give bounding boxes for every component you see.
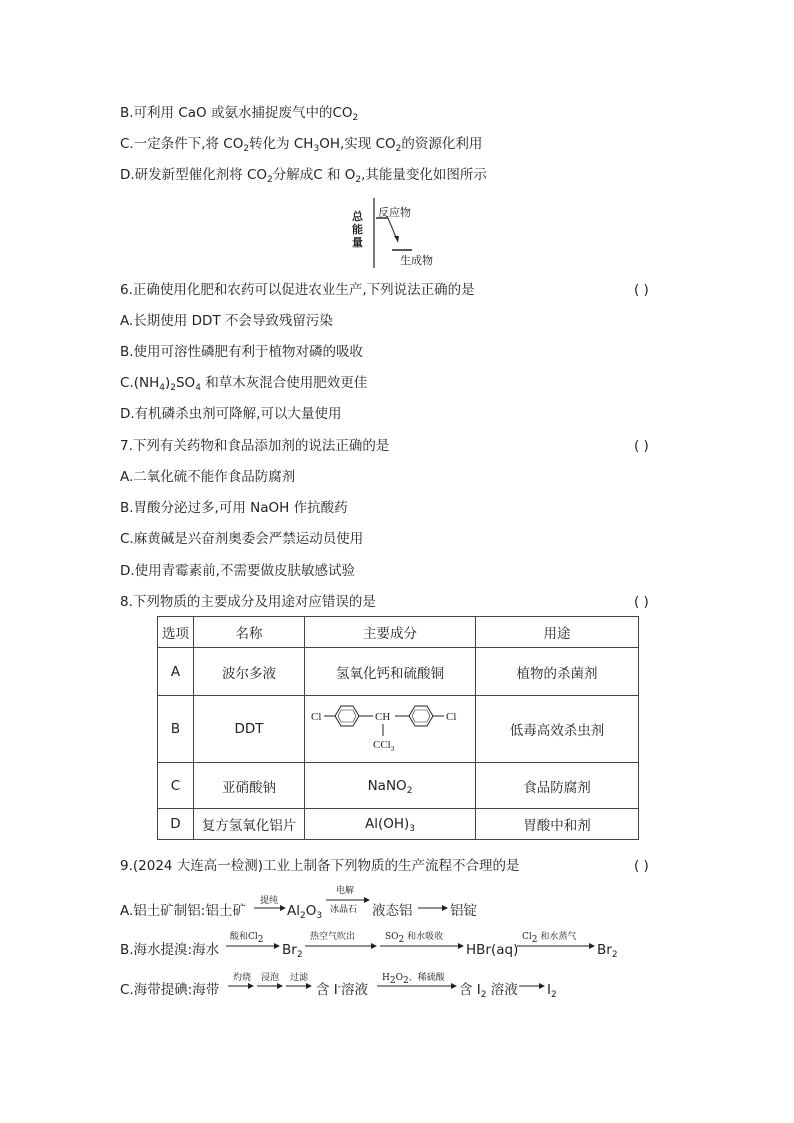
flow-b-arrow4-label: $Cl_2$ 和水蒸气 (522, 932, 577, 945)
flow-b-product1: $Br_2$ (282, 942, 303, 960)
name-cell: 亚硝酸钠 (194, 763, 305, 809)
flow-b-arrow2-label: 热空气吹出 (310, 932, 356, 942)
question-7-stem: 7.下列有关药物和食品添加剂的说法正确的是 (120, 438, 390, 454)
benzene-ring-right (409, 706, 433, 726)
benzene-ring-left (335, 706, 359, 726)
flow-b-product3: $Br_2$ (597, 942, 618, 960)
use-cell: 胃酸中和剂 (476, 809, 639, 840)
flow-b-product2: HBr(aq) (466, 942, 519, 958)
product-label: 生成物 (400, 254, 433, 267)
flow-c-product3: $I_2$ (547, 982, 557, 1000)
flow-a-product3: 铝锭 (450, 903, 477, 919)
energy-diagram (352, 196, 472, 270)
question-9-stem: 9.(2024 大连高一检测)工业上制备下列物质的生产流程不合理的是 (120, 858, 520, 874)
use-cell: 低毒高效杀虫剂 (476, 696, 639, 763)
flow-b-arrow3-label: $SO_2$ 和水吸收 (385, 932, 444, 945)
flow-a-arrow3 (418, 904, 448, 912)
flow-c-arrow1-label: 灼烧 (233, 973, 252, 983)
header-cell: 名称 (194, 617, 305, 648)
ddt-right-cl: Cl (446, 711, 457, 723)
flow-c-product2: 含 $I_2$ 溶液 (459, 982, 518, 1000)
table-row (158, 696, 639, 763)
answer-paren-8[interactable]: ( ) (634, 594, 649, 610)
flow-a-prefix: A.铝土矿制铝:铝土矿 (120, 903, 246, 919)
flow-b-arrow3 (380, 942, 464, 950)
component-cell: $Al(OH)_3$ (305, 809, 476, 840)
header-cell: 用途 (476, 617, 639, 648)
answer-paren-6[interactable]: ( ) (634, 282, 649, 298)
flow-c-arrow1 (228, 982, 254, 990)
flow-a-arrow2-bottom: 冰晶石 (330, 905, 358, 915)
flow-b-arrow1-label: 酸和$Cl_2$ (230, 932, 264, 945)
option-6b: B.使用可溶性磷肥有利于植物对磷的吸收 (120, 344, 364, 360)
ddt-structure (307, 696, 473, 758)
use-cell: 植物的杀菌剂 (476, 648, 639, 696)
option-5c: C.一定条件下,将 $CO_2$转化为 $CH_3OH$,实现 $CO_2$的资源化利用 (120, 136, 483, 154)
table-row (158, 648, 639, 696)
option-7c: C.麻黄碱是兴奋剂奥委会严禁运动员使用 (120, 531, 364, 547)
header-cell: 选项 (158, 617, 194, 648)
flow-c-product1: 含 I-溶液 (316, 982, 369, 998)
name-cell: 复方氢氧化铝片 (194, 809, 305, 840)
energy-axis-label: 总能量 (352, 210, 363, 249)
option-6c: $C.(NH_4)_2SO_4$ 和草木灰混合使用肥效更佳 (120, 375, 368, 393)
reactant-label: 反应物 (378, 206, 411, 219)
component-cell: NaNO$_2$ (305, 763, 476, 809)
ddt-ccl3: CCl$_3$ (373, 739, 395, 753)
table-row (158, 809, 639, 840)
use-cell: 食品防腐剂 (476, 763, 639, 809)
name-cell: 波尔多液 (194, 648, 305, 696)
flow-a-product1: $Al_2O_3$ (287, 903, 323, 921)
option-6d: D.有机磷杀虫剂可降解,可以大量使用 (120, 406, 342, 422)
answer-paren-9[interactable]: ( ) (634, 858, 649, 874)
flow-c-arrow3 (286, 982, 312, 990)
answer-paren-7[interactable]: ( ) (634, 438, 649, 454)
option-7d: D.使用青霉素前,不需要做皮肤敏感试验 (120, 563, 355, 579)
option-cell: C (158, 763, 194, 809)
q8-table (157, 616, 639, 840)
flow-c-arrow2 (257, 982, 283, 990)
ddt-left-cl: Cl (311, 711, 322, 723)
option-cell: D (158, 809, 194, 840)
component-cell: 氢氧化钙和硫酸铜 (305, 648, 476, 696)
option-cell: B (158, 696, 194, 763)
option-6a: A.长期使用 DDT 不会导致残留污染 (120, 313, 333, 329)
name-cell: DDT (194, 696, 305, 763)
table-header-row (158, 617, 639, 648)
header-cell: 主要成分 (305, 617, 476, 648)
table-row (158, 763, 639, 809)
question-8-stem: 8.下列物质的主要成分及用途对应错误的是 (120, 594, 376, 610)
option-cell: A (158, 648, 194, 696)
flow-c-arrow3-label: 过滤 (290, 973, 309, 983)
option-7a: A.二氧化硫不能作食品防腐剂 (120, 469, 296, 485)
option-5b: B.可利用 CaO 或氨水捕捉废气中的$CO_2$ (120, 105, 359, 123)
option-5d: D.研发新型催化剂将 $CO_2$分解成C 和 $O_2$,其能量变化如图所示 (120, 167, 487, 185)
flow-b-arrow4 (517, 942, 595, 950)
flow-c-arrow5 (519, 982, 545, 990)
flow-a-product2: 液态铝 (372, 903, 413, 919)
flow-a-arrow1 (254, 904, 286, 912)
flow-b-prefix: B.海水提溴:海水 (120, 942, 220, 958)
flow-b-arrow2 (305, 942, 377, 950)
ddt-center-ch: CH (375, 711, 391, 723)
component-cell (305, 696, 476, 763)
question-6-stem: 6.正确使用化肥和农药可以促进农业生产,下列说法正确的是 (120, 282, 475, 298)
flow-c-prefix: C.海带提碘:海带 (120, 982, 220, 998)
flow-c-arrow4 (377, 982, 457, 990)
flow-c-arrow4-label: $H_2O_2$、稀硫酸 (382, 973, 445, 986)
option-7b: B.胃酸分泌过多,可用 NaOH 作抗酸药 (120, 500, 348, 516)
flow-a-arrow1-label: 提纯 (260, 896, 279, 906)
flow-b-arrow1 (226, 942, 280, 950)
flow-a-arrow2-top: 电解 (336, 886, 355, 896)
flow-c-arrow2-label: 浸泡 (261, 973, 280, 983)
